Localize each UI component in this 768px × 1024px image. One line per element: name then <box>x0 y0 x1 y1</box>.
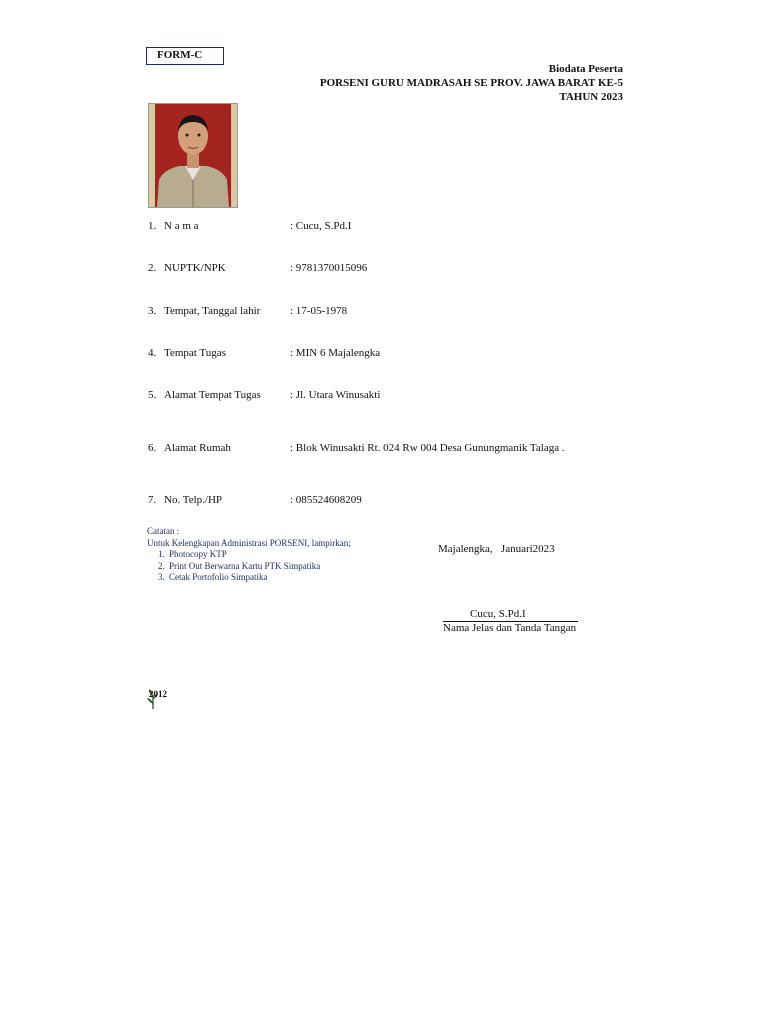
field-value: : Blok Winusakti Rt. 024 Rw 004 Desa Gunungmanik Talaga . <box>290 442 565 454</box>
field-number: 5. <box>148 389 157 401</box>
field-label: Tempat Tugas <box>164 347 226 359</box>
field-label: N a m a <box>164 220 199 232</box>
notes-intro: Untuk Kelengkapan Administrasi PORSENI, lampirkan; <box>147 537 351 548</box>
field-label: NUPTK/NPK <box>164 262 226 274</box>
participant-photo <box>148 103 238 208</box>
list-item: 1. Photocopy KTP <box>167 549 351 561</box>
notes-title: Catatan : <box>147 526 180 536</box>
field-number: 7. <box>148 494 157 506</box>
signature-label: Nama Jelas dan Tanda Tangan <box>443 622 577 634</box>
place-date: Majalengka, Januari2023 <box>438 543 555 555</box>
field-label: Alamat Tempat Tugas <box>164 389 261 401</box>
field-number: 6. <box>148 442 157 454</box>
header-line-3: TAHUN 2023 <box>559 91 623 103</box>
field-value: : Jl. Utara Winusakti <box>290 389 381 401</box>
form-label: FORM-C <box>146 47 224 65</box>
document-header <box>320 62 623 104</box>
field-number: 4. <box>148 347 157 359</box>
field-label: Alamat Rumah <box>164 442 231 454</box>
field-value: : 9781370015096 <box>290 262 368 274</box>
portrait-image <box>149 104 237 207</box>
field-label: No. Telp./HP <box>164 494 223 506</box>
header-line-1: Biodata Peserta <box>548 63 623 75</box>
field-label: Tempat, Tanggal lahir <box>164 305 261 317</box>
notes-list <box>147 549 351 584</box>
header-line-2: PORSENI GURU MADRASAH SE PROV. JAWA BARAT KE-5 <box>319 77 623 89</box>
field-value: : Cucu, S.Pd.I <box>290 220 352 232</box>
field-value: : 17-05-1978 <box>290 305 348 317</box>
signature-name: Cucu, S.Pd.I <box>443 608 578 622</box>
footer-year: 2012 <box>149 689 167 699</box>
list-item: 2. Print Out Berwarna Kartu PTK Simpatika <box>167 561 351 573</box>
notes-section <box>147 526 351 584</box>
field-number: 3. <box>148 305 157 317</box>
field-value: : MIN 6 Majalengka <box>290 347 381 359</box>
field-number: 1. <box>148 220 157 232</box>
field-number: 2. <box>148 262 157 274</box>
footer-mark <box>144 689 167 699</box>
field-value: : 085524608209 <box>290 494 362 506</box>
list-item: 3. Cetak Portofolio Simpatika <box>167 572 351 584</box>
